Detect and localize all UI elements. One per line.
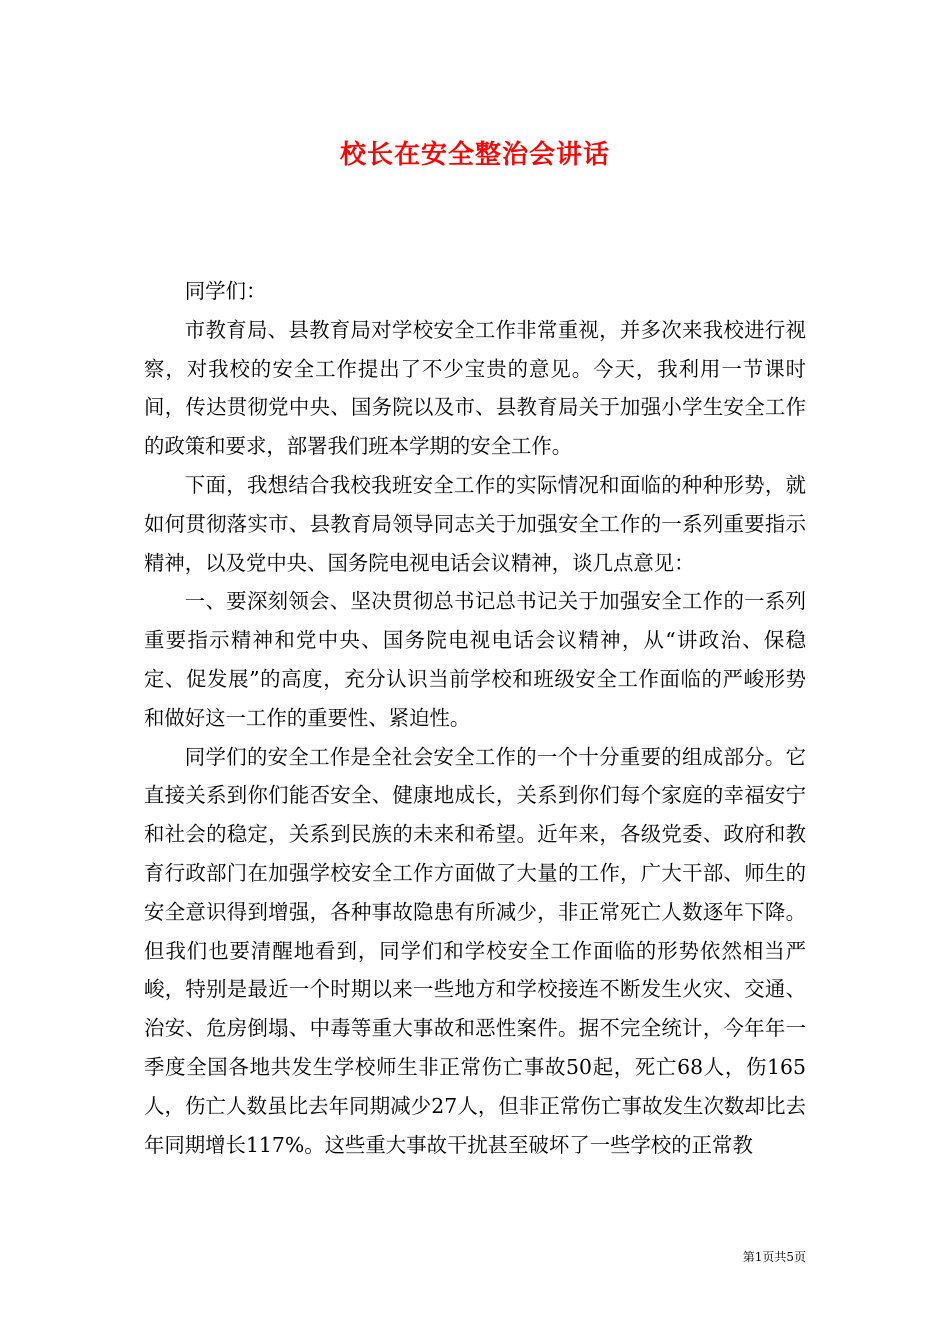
body-paragraph: 同学们的安全工作是全社会安全工作的一个十分重要的组成部分。它直接关系到你们能否安全、健康地成长，关系到你们每个家庭的幸福安宁和社会的稳定，关系到民族的未来和希望。近年来，各级党委、政府和教育行政部门在加强学校安全工作方面做了大量的工作，广大干部、师生的安全意识得到增强，各种事故隐患有所减少，非正常死亡人数逐年下降。但我们也要清醒地看到，同学们和学校安全工作面临的形势依然相当严峻，特别是最近一个时期以来一些地方和学校接连不断发生火灾、交通、治安、危房倒塌、中毒等重大事故和恶性案件。据不完全统计，今年年一季度全国各地共发生学校师生非正常伤亡事故50起，死亡68人，伤165人，伤亡人数虽比去年同期减少27人，但非正常伤亡事故发生次数却比去年同期增长117%。这些重大事故干扰甚至破坏了一些学校的正常教 [144,744,806,1157]
body-paragraph: 一、要深刻领会、坚决贯彻总书记总书记关于加强安全工作的一系列重要指示精神和党中央、国务院电视电话会议精神，从“讲政治、保稳定、促发展”的高度，充分认识当前学校和班级安全工作面临的严峻形势和做好这一工作的重要性、紧迫性。 [144,589,806,730]
page-number: 第1页共5页 [742,1250,806,1264]
salutation-paragraph: 同学们： [184,279,267,303]
body-paragraph: 市教育局、县教育局对学校安全工作非常重视，并多次来我校进行视察，对我校的安全工作提出了不少宝贵的意见。今天，我利用一节课时间，传达贯彻党中央、国务院以及市、县教育局关于加强小学生安全工作的政策和要求，部署我们班本学期的安全工作。 [144,317,806,459]
body-paragraph: 下面，我想结合我校我班安全工作的实际情况和面临的种种形势，就如何贯彻落实市、县教育局领导同志关于加强安全工作的一系列重要指示精神，以及党中央、国务院电视电话会议精神，谈几点意见： [144,472,806,575]
document-body [144,272,806,1164]
document-title: 校长在安全整治会讲话 [339,140,610,170]
